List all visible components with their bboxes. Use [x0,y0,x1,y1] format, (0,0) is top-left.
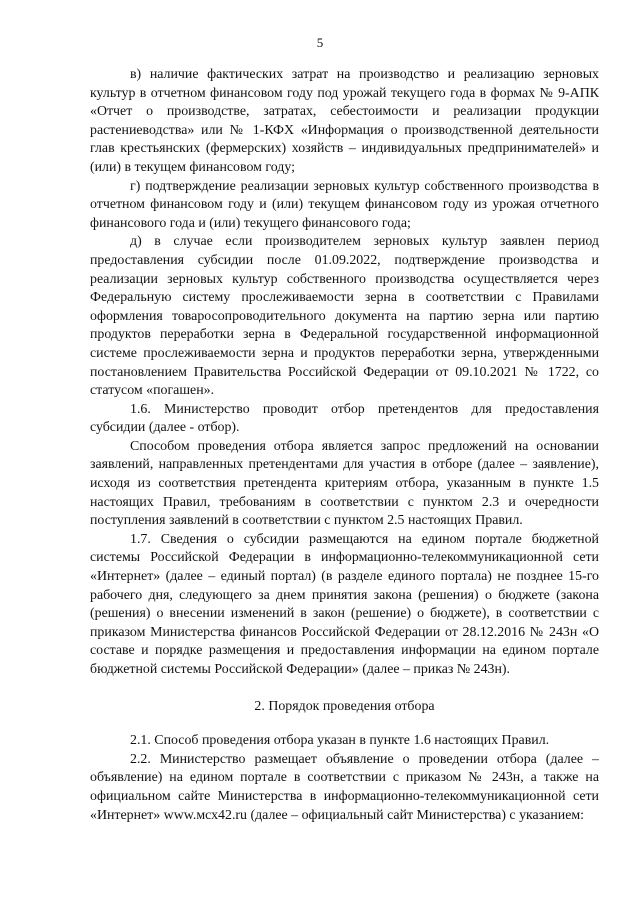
document-body [90,66,599,825]
paragraph-selection-method: Способом проведения отбора является запрос предложений на основании заявлений, направленных претендентами для участия в отборе (далее – заявление), исходя из соответствия претендента критериям отбора, указанным в пункте 1.5 настоящих Правил, требованиям в соответствии с пунктом 2.3 и очередности поступления заявлений в соответствии с пунктом 2.5 настоящих Правил. [90,438,599,529]
paragraph-item-v: в) наличие фактических затрат на производство и реализацию зерновых культур в отчетном финансовом году под урожай текущего года в формах № 9-АПК «Отчет о производстве, затратах, себестоимости и реализации продукции растениеводства» или № 1-КФХ «Информация о производственной деятельности глав крестьянских (фермерских) хозяйств – индивидуальных предпринимателей» и (или) в текущем финансовом году; [90,67,599,175]
paragraph-item-g: г) подтверждение реализации зерновых культур собственного производства в отчетном финансовом году и (или) текущем финансовом году из урожая отчетного финансового года и (или) текущего финансового года; [90,178,599,231]
page-number: 5 [316,35,324,50]
paragraph-2-1: 2.1. Способ проведения отбора указан в пункте 1.6 настоящих Правил. [130,733,550,749]
section-heading: 2. Порядок проведения отбора [254,698,435,714]
paragraph-2-2: 2.2. Министерство размещает объявление о проведении отбора (далее – объявление) на едином портале в соответствии с приказом № 243н, а также на официальном сайте Министерства в информационно-телекоммуникационной сети «Интернет» www.мсх42.ru (далее – официальный сайт Министерства) с указанием: [90,751,599,823]
paragraph-1-6: 1.6. Министерство проводит отбор претендентов для предоставления субсидии (далее - отбор). [90,401,599,436]
paragraph-1-7: 1.7. Сведения о субсидии размещаются на едином портале бюджетной системы Российской Федерации в информационно-телекоммуникационной сети «Интернет» (далее – единый портал) (в разделе единого портала) не позднее 15-го рабочего дня, следующего за днем принятия закона (решения) о бюджете (закона (решения) о внесении изменений в закон (решение) о бюджете), в соответствии с приказом Министерства финансов Российской Федерации от 28.12.2016 № 243н «О составе и порядке размещения и предоставления информации на едином портале бюджетной системы Российской Федерации» (далее – приказ № 243н). [90,531,599,677]
paragraph-item-d: д) в случае если производителем зерновых культур заявлен период предоставления субсидии после 01.09.2022, подтверждение производства и реализации зерновых культур собственного производства осуществляется через Федеральную систему прослеживаемости зерна в соответствии с Правилами оформления товаросопроводительного документа на партию зерна или партию продуктов переработки зерна в Федеральной государственной информационной системе прослеживаемости зерна и продуктов переработки зерна, утвержденными постановлением Правительства Российской Федерации от 09.10.2021 № 1722, со статусом «погашен». [90,234,599,399]
